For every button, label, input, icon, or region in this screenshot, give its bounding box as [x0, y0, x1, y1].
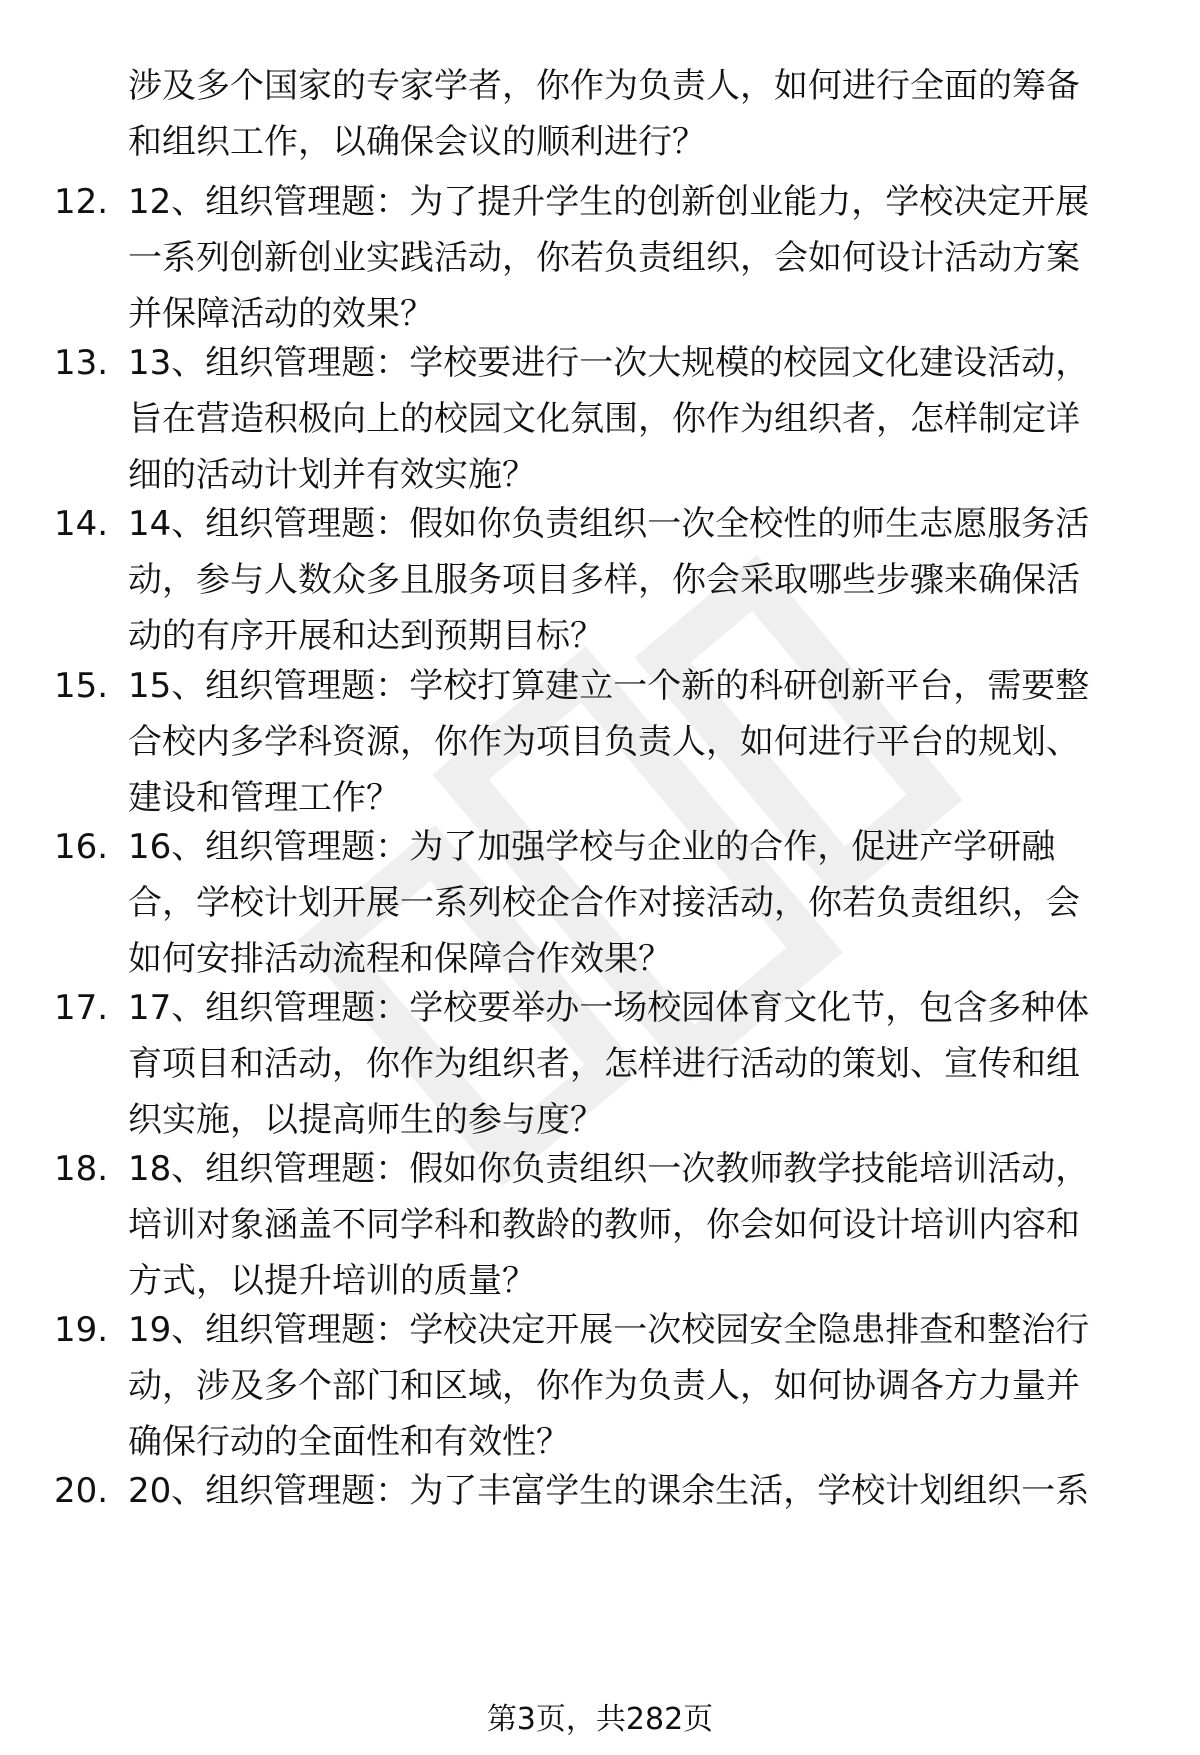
question-text: 20、组织管理题：为了丰富学生的课余生活，学校计划组织一系	[128, 1471, 1090, 1511]
question-number: 12.	[54, 182, 109, 222]
question-number: 14.	[54, 504, 109, 544]
question-number: 20.	[54, 1471, 109, 1511]
question-text: 13、组织管理题：学校要进行一次大规模的校园文化建设活动， 旨在营造积极向上的校园文化氛围，你作为组织者，怎样制定详 细的活动计划并有效实施？	[128, 343, 1090, 495]
question-text: 17、组织管理题：学校要举办一场校园体育文化节，包含多种体 育项目和活动，你作为组织者，怎样进行活动的策划、宣传和组 织实施，以提高师生的参与度？	[128, 988, 1090, 1140]
question-number: 13.	[54, 343, 109, 383]
question-continuation-text: 涉及多个国家的专家学者，你作为负责人，如何进行全面的筹备 和组织工作，以确保会议的顺利进行？	[128, 66, 1080, 162]
question-text: 15、组织管理题：学校打算建立一个新的科研创新平台，需要整 合校内多学科资源，你作为项目负责人，如何进行平台的规划、 建设和管理工作？	[128, 666, 1090, 818]
question-number: 18.	[54, 1149, 109, 1189]
question-number: 15.	[54, 666, 109, 706]
question-text: 19、组织管理题：学校决定开展一次校园安全隐患排查和整治行 动，涉及多个部门和区域，你作为负责人，如何协调各方力量并 确保行动的全面性和有效性？	[128, 1310, 1090, 1462]
question-text: 16、组织管理题：为了加强学校与企业的合作，促进产学研融 合，学校计划开展一系列校企合作对接活动，你若负责组织，会 如何安排活动流程和保障合作效果？	[128, 827, 1080, 979]
question-text: 12、组织管理题：为了提升学生的创新创业能力，学校决定开展 一系列创新创业实践活动，你若负责组织，会如何设计活动方案 并保障活动的效果？	[128, 182, 1090, 334]
question-number: 17.	[54, 988, 109, 1028]
question-text: 14、组织管理题：假如你负责组织一次全校性的师生志愿服务活 动，参与人数众多且服务项目多样，你会采取哪些步骤来确保活 动的有序开展和达到预期目标？	[128, 504, 1090, 656]
question-text: 18、组织管理题：假如你负责组织一次教师教学技能培训活动， 培训对象涵盖不同学科和教龄的教师，你会如何设计培训内容和 方式，以提升培训的质量？	[128, 1149, 1090, 1301]
question-number: 19.	[54, 1310, 109, 1350]
question-number: 16.	[54, 827, 109, 867]
page-footer: 第3页，共282页	[486, 1702, 714, 1737]
